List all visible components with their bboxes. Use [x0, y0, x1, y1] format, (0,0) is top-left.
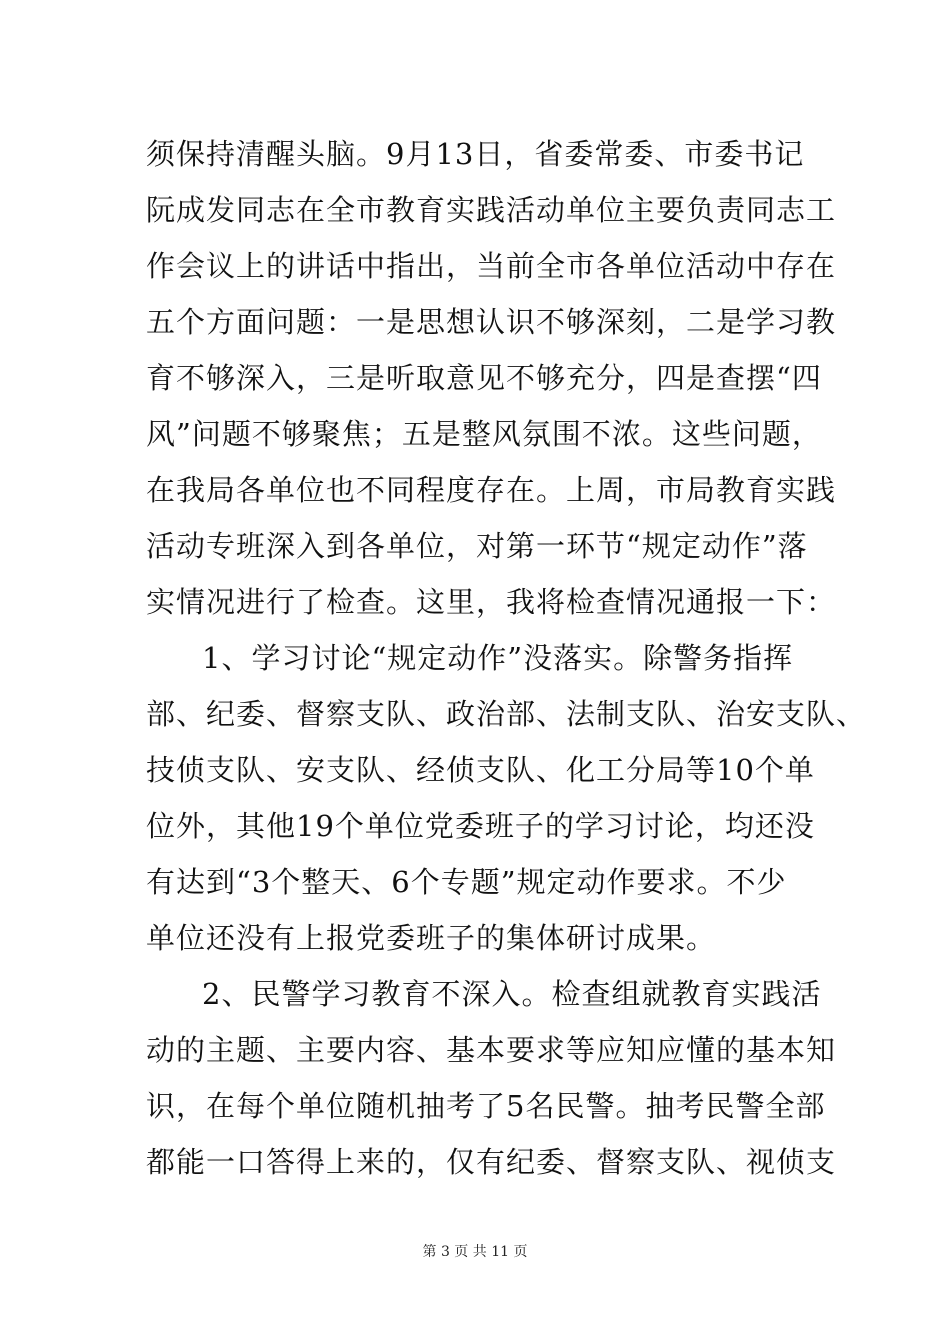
page-number-footer: 第 3 页 共 11 页 [422, 1244, 528, 1260]
paragraph-start-line: 2、民警学习教育不深入。检查组就教育实践活 [202, 977, 822, 1011]
paragraph-start-line: 1、学习讨论“规定动作”没落实。除警务指挥 [202, 641, 794, 675]
text-line: 五个方面问题：一是思想认识不够深刻，二是学习教 [146, 305, 837, 339]
text-line: 活动专班深入到各单位，对第一环节“规定动作”落 [146, 529, 808, 563]
text-line: 风”问题不够聚焦；五是整风氛围不浓。这些问题， [146, 417, 822, 451]
text-line: 阮成发同志在全市教育实践活动单位主要负责同志工 [146, 193, 837, 227]
text-line: 有达到“3个整天、6个专题”规定动作要求。不少 [146, 865, 787, 899]
text-line: 技侦支队、安支队、经侦支队、化工分局等10个单 [146, 753, 815, 787]
text-line: 识，在每个单位随机抽考了5名民警。抽考民警全部 [146, 1089, 826, 1123]
text-line: 部、纪委、督察支队、政治部、法制支队、治安支队、 [146, 697, 867, 731]
text-line: 位外，其他19个单位党委班子的学习讨论，均还没 [146, 809, 815, 843]
text-line: 动的主题、主要内容、基本要求等应知应懂的基本知 [146, 1033, 837, 1067]
text-line: 育不够深入，三是听取意见不够充分，四是查摆“四 [146, 361, 822, 395]
text-line: 单位还没有上报党委班子的集体研讨成果。 [146, 921, 717, 955]
text-line: 作会议上的讲话中指出，当前全市各单位活动中存在 [146, 249, 837, 283]
text-line: 都能一口答得上来的，仅有纪委、督察支队、视侦支 [146, 1145, 837, 1179]
text-line: 在我局各单位也不同程度存在。上周，市局教育实践 [146, 473, 837, 507]
text-line: 实情况进行了检查。这里，我将检查情况通报一下： [146, 585, 837, 619]
text-line: 须保持清醒头脑。9月13日，省委常委、市委书记 [146, 137, 805, 171]
